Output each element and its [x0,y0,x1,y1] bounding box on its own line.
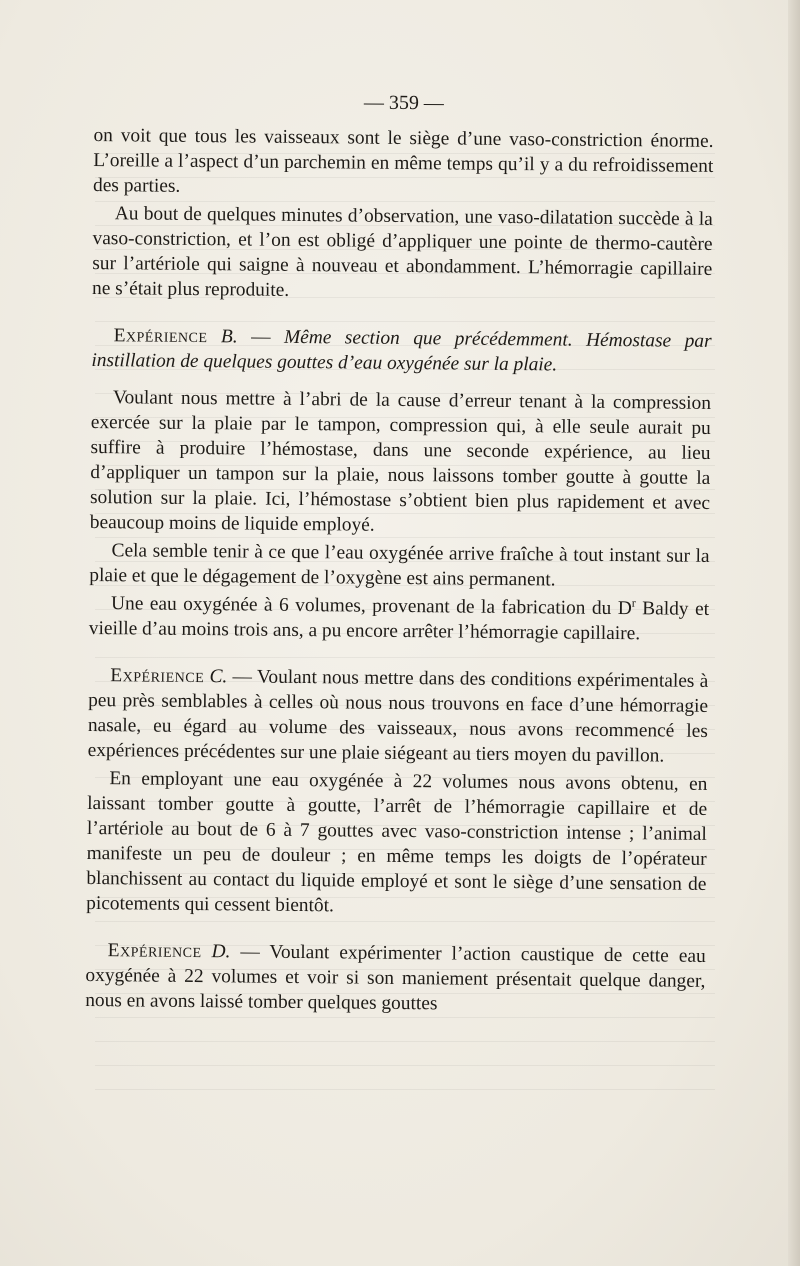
experience-c-paragraph [88,663,709,769]
experience-c-label: Expérience [110,665,205,688]
paragraph-six-volumes [89,591,709,647]
experience-d-text: — Voulant expérimenter l’action caustique de cette eau oxygénée à 22 volumes et voir si son maniement présentait quelque danger, nous en avons laissé tomber quelques gouttes [85,941,706,1015]
doctor-superscript: r [631,595,636,610]
experience-b-letter: B. [220,326,238,348]
six-volumes-text-a: Une eau oxygénée à 6 volumes, provenant de la fabrication du D [110,593,632,620]
page-edge-shadow [788,0,800,1266]
experience-b-dash: — [237,326,285,348]
experience-c-letter: C. [209,666,228,688]
experience-b-heading [91,323,711,379]
experience-c-text: — Voulant nous mettre dans des conditions expérimentales à peu près semblables à celles où nous nous trouvons en face d’une hémorragie nasale, eu égard au volume des vaisseaux, nous avons recommencé les expériences précédentes sur une plaie siégeant au tiers moyen du pavillon. [87,666,709,767]
experience-d-letter: D. [211,941,231,963]
paragraph-vaso-dilatation: Au bout de quelques minutes d’observation, une vaso-dilatation succède à la vaso-constriction, et l’on est obligé d’appliquer une pointe de thermo-cautère sur l’artériole qui saigne à nouveau et abondamment. L’hémorragie capillaire ne s’était plus reproduite. [91,203,713,301]
experience-d-label: Expérience [107,940,202,963]
paragraph-twenty-two-volumes: En employant une eau oxygénée à 22 volumes nous avons obtenu, en laissant tomber goutte à goutte, l’arrêt de l’hémorragie capillaire et de l’artériole au bout de 6 à 7 gouttes avec vaso-constriction intense ; l’animal manifeste un peu de douleur ; en même temps les doigts de l’opérateur blanchissent au contact du liquide employé et sont le siège d’une sensation de picotements qui cessent bientôt. [86,768,708,917]
paragraph-fresh-oxygen: Cela semble tenir à ce que l’eau oxygénée arrive fraîche à tout instant sur la plaie et que le dégagement de l’oxygène est ains permanent. [89,540,710,591]
paragraph-compression: Voulant nous mettre à l’abri de la cause d’erreur tenant à la compression exercée sur la plaie par le tampon, compression qui, à elle seule aurait pu suffire à produire l’hémostase, dans une seconde expérience, au lieu d’appliquer un tampon sur la plaie, nous laissons tomber goutte à goutte la solution sur la plaie. Ici, l’hémostase s’obtient bien plus rapidement et avec beaucoup moins de liquide employé. [89,387,712,536]
experience-b-title: Même section que précédemment. Hémostase par instillation de quelques gouttes d’eau oxygénée sur la plaie. [91,326,712,376]
page-number: — 359 — [363,91,444,115]
page-body [85,88,714,1019]
paragraph-continuation: on voit que tous les vaisseaux sont le siège d’une vaso-constriction énorme. L’oreille a l’aspect d’un parchemin en même temps qu’il y a du refroidissement des parties. [92,124,714,197]
six-volumes-text-b: Baldy et vieille d’au moins trois ans, a pu encore arrêter l’hémorragie capillaire. [88,598,710,645]
experience-d-paragraph [85,938,706,1019]
experience-b-label: Expérience [113,325,208,348]
